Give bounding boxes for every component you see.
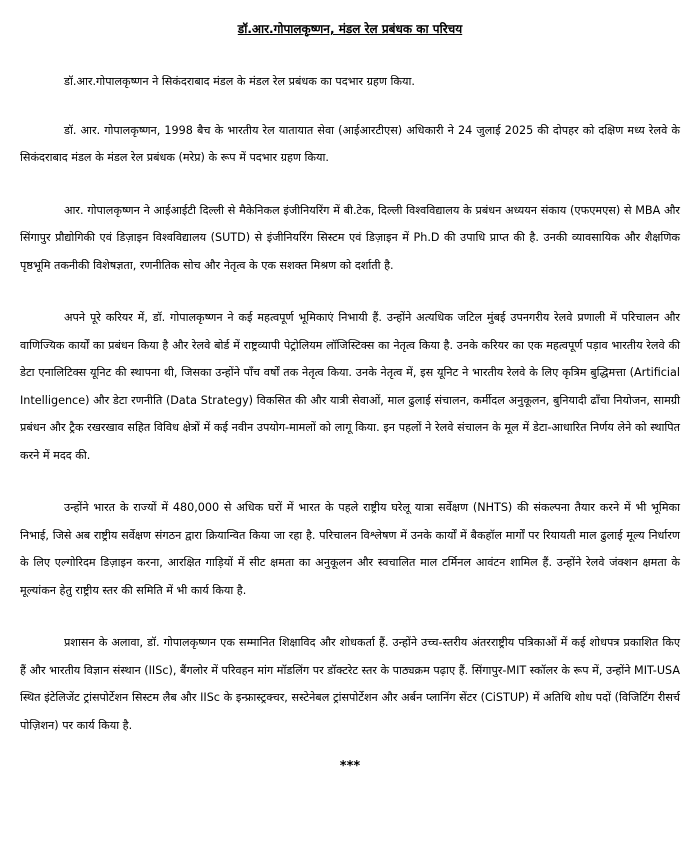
document-title: डॉ.आर.गोपालकृष्णन, मंडल रेल प्रबंधक का परिचय	[237, 22, 463, 36]
end-mark: ***	[339, 759, 361, 774]
paragraph-survey: उन्होंने भारत के राज्यों में 480,000 से अधिक घरों में भारत के पहले राष्ट्रीय घरेलू यात्रा सर्वेक्षण (NHTS) की संकल्पना तैयार करने में भी भूमिका निभाई, जिसे अब राष्ट्रीय सर्वेक्षण संगठन द्वारा क्रियान्वित किया जा रहा है. परिचालन विश्लेषण में उनके कार्यों में बैकहॉल मार्गों पर रियायती माल ढुलाई मूल्य निर्धारण के लिए एल्गोरिदम डिज़ाइन करना, आरक्षित गाड़ियों में सीट क्षमता का अनुकूलन और स्वचालित माल टर्मिनल आवंटन शामिल हैं. उन्होंने रेलवे जंक्शन क्षमता के मूल्यांकन हेतु राष्ट्रीय स्तर की समिति में भी कार्य किया है.	[20, 501, 680, 597]
paragraph-career: अपने पूरे करियर में, डॉ. गोपालकृष्णन ने कई महत्वपूर्ण भूमिकाएं निभायी हैं. उन्होंने अत्यधिक जटिल मुंबई उपनगरीय रेलवे प्रणाली में परिचालन और वाणिज्यिक कार्यों का प्रबंधन किया है और रेलवे बोर्ड में राष्ट्रव्यापी पेट्रोलियम लॉजिस्टिक्स का नेतृत्व किया है. उनके करियर का एक महत्वपूर्ण पड़ाव भारतीय रेलवे की डेटा एनालिटिक्स यूनिट की स्थापना थी, जिसका उन्होंने पाँच वर्षों तक नेतृत्व किया. उनके नेतृत्व में, इस यूनिट ने भारतीय रेलवे के लिए कृत्रिम बुद्धिमत्ता (Artificial Intelligence) और डेटा रणनीति (Data Strategy) विकसित की और यात्री सेवाओं, माल ढुलाई संचालन, कर्मीदल अनुकूलन, बुनियादी ढाँचा नियोजन, सामग्री प्रबंधन और ट्रैक रखरखाव सहित विविध क्षेत्रों में कई नवीन उपयोग-मामलों को लागू किया. इन पहलों ने रेलवे संचालन के मूल में डेटा-आधारित निर्णय लेने को स्थापित करने में मदद की.	[20, 311, 680, 462]
paragraph-joining: डॉ. आर. गोपालकृष्णन, 1998 बैच के भारतीय रेल यातायात सेवा (आईआरटीएस) अधिकारी ने 24 जुलाई 2025 की दोपहर को दक्षिण मध्य रेलवे के सिकंदराबाद मंडल के मंडल रेल प्रबंधक (मरेप्र) के रूप में पदभार ग्रहण किया.	[20, 123, 681, 164]
paragraph-education: आर. गोपालकृष्णन ने आईआईटी दिल्ली से मैकेनिकल इंजीनियरिंग में बी.टेक, दिल्ली विश्वविद्यालय के प्रबंधन अध्ययन संकाय (एफएमएस) से MBA और सिंगापुर प्रौद्योगिकी एवं डिज़ाइन विश्वविद्यालय (SUTD) से इंजीनियरिंग सिस्टम एवं डिज़ाइन में Ph.D की उपाधि प्राप्त की है. उनकी व्यावसायिक और शैक्षणिक पृष्ठभूमि तकनीकी विशेषज्ञता, रणनीतिक सोच और नेतृत्व के एक सशक्त मिश्रण को दर्शाती है.	[20, 203, 680, 272]
paragraph-intro: डॉ.आर.गोपालकृष्णन ने सिकंदराबाद मंडल के मंडल रेल प्रबंधक का पदभार ग्रहण किया.	[64, 75, 415, 88]
paragraph-academic: प्रशासन के अलावा, डॉ. गोपालकृष्णन एक सम्मानित शिक्षाविद और शोधकर्ता हैं. उन्होंने उच्च-स्तरीय अंतरराष्ट्रीय पत्रिकाओं में कई शोधपत्र प्रकाशित किए हैं और भारतीय विज्ञान संस्थान (IISc), बैंगलोर में परिवहन मांग मॉडलिंग पर डॉक्टरेट स्तर के पाठ्यक्रम पढ़ाए हैं. सिंगापुर-MIT स्कॉलर के रूप में, उन्होंने MIT-USA स्थित इंटेलिजेंट ट्रांसपोर्टेशन सिस्टम लैब और IISc के इन्फ्रास्ट्रक्चर, सस्टेनेबल ट्रांसपोर्टेशन और अर्बन प्लानिंग सेंटर (CiSTUP) में अतिथि शोध पदों (विजिटिंग रीसर्च पोज़िशन) पर कार्य किया है.	[20, 636, 680, 732]
